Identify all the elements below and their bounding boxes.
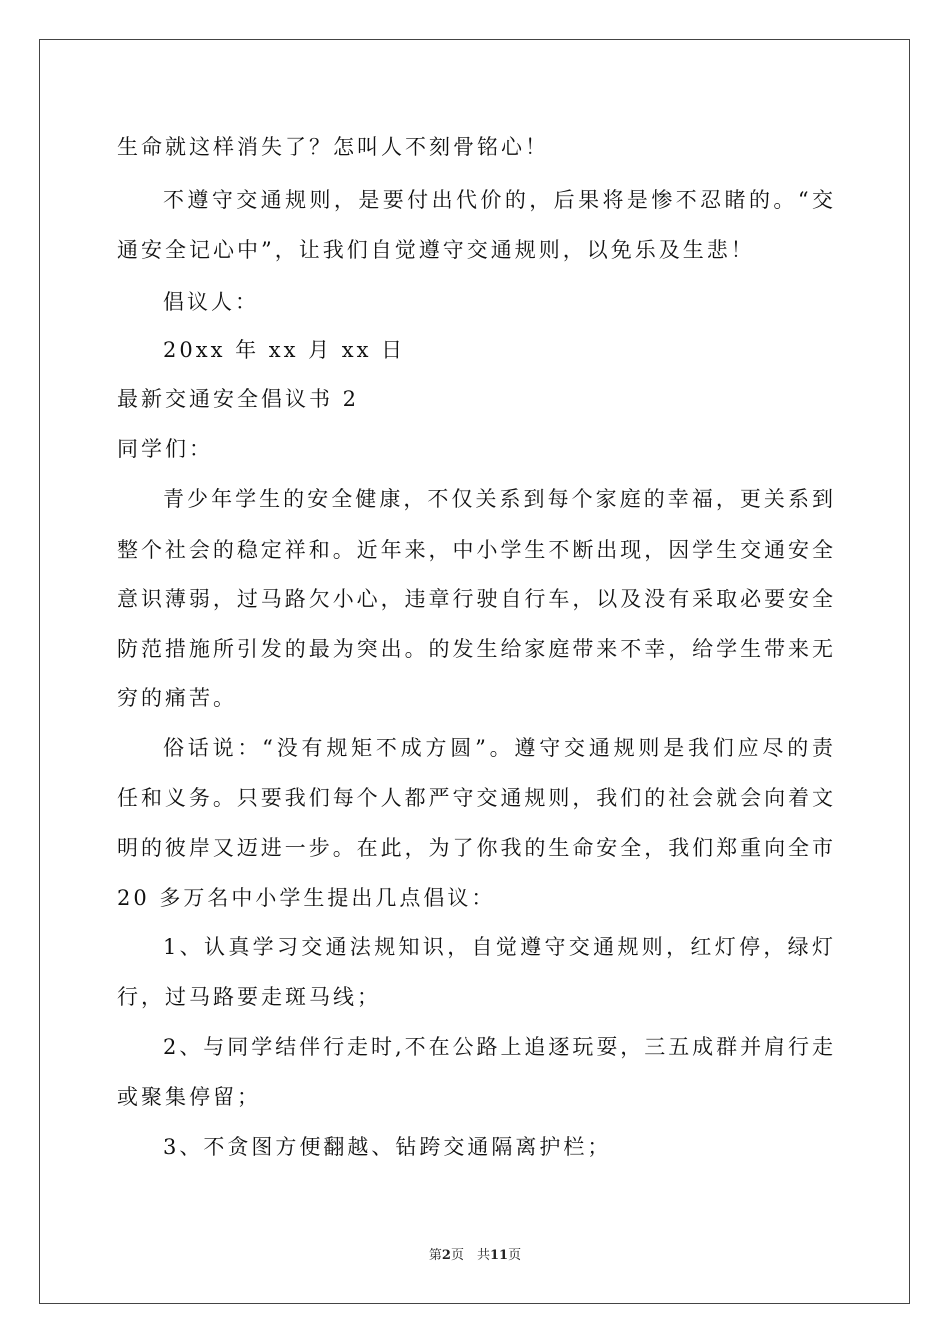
total-pages-number: 11: [489, 1248, 509, 1263]
paragraph-line: 不遵守交通规则，是要付出代价的，后果将是惨不忍睹的。“交: [163, 188, 833, 212]
list-item: 1、认真学习交通法规知识，自觉遵守交通规则，红灯停，绿灯: [163, 935, 833, 959]
signatory-label: 倡议人：: [163, 290, 259, 314]
date-line: 20xx 年 xx 月 xx 日: [163, 338, 406, 362]
page-suffix: 页: [508, 1248, 522, 1263]
text-line: 穷的痛苦。: [117, 686, 237, 710]
page-mid: 页 共: [450, 1248, 490, 1263]
current-page-number: 2: [441, 1248, 451, 1263]
text-line: 20 多万名中小学生提出几点倡议：: [117, 886, 496, 910]
list-item: 2、与同学结伴行走时,不在公路上追逐玩耍，三五成群并肩行走: [163, 1035, 833, 1059]
text-line: 生命就这样消失了？怎叫人不刻骨铭心！: [117, 135, 549, 159]
text-line: 通安全记心中”，让我们自觉遵守交通规则，以免乐及生悲！: [117, 238, 755, 262]
paragraph-line: 任和义务。只要我们每个人都严守交通规则，我们的社会就会向着文: [117, 786, 833, 810]
paragraph-line: 防范措施所引发的最为突出。的发生给家庭带来不幸，给学生带来无: [117, 637, 833, 661]
paragraph-line: 意识薄弱，过马路欠小心，违章行驶自行车，以及没有采取必要安全: [117, 587, 833, 611]
text-line: 或聚集停留；: [117, 1085, 261, 1109]
paragraph-line: 整个社会的稳定祥和。近年来，中小学生不断出现，因学生交通安全: [117, 538, 833, 562]
section-title: 最新交通安全倡议书 2: [117, 387, 360, 411]
text-line: 行，过马路要走斑马线；: [117, 985, 381, 1009]
paragraph-line: 明的彼岸又迈进一步。在此，为了你我的生命安全，我们郑重向全市: [117, 836, 833, 860]
salutation: 同学们：: [117, 437, 213, 461]
page-prefix: 第: [428, 1248, 442, 1263]
page-footer: [0, 1246, 950, 1266]
paragraph-line: 青少年学生的安全健康，不仅关系到每个家庭的幸福，更关系到: [163, 487, 833, 511]
list-item: 3、不贪图方便翻越、钻跨交通隔离护栏；: [163, 1135, 612, 1159]
paragraph-line: 俗话说：“没有规矩不成方圆”。遵守交通规则是我们应尽的责: [163, 736, 833, 760]
